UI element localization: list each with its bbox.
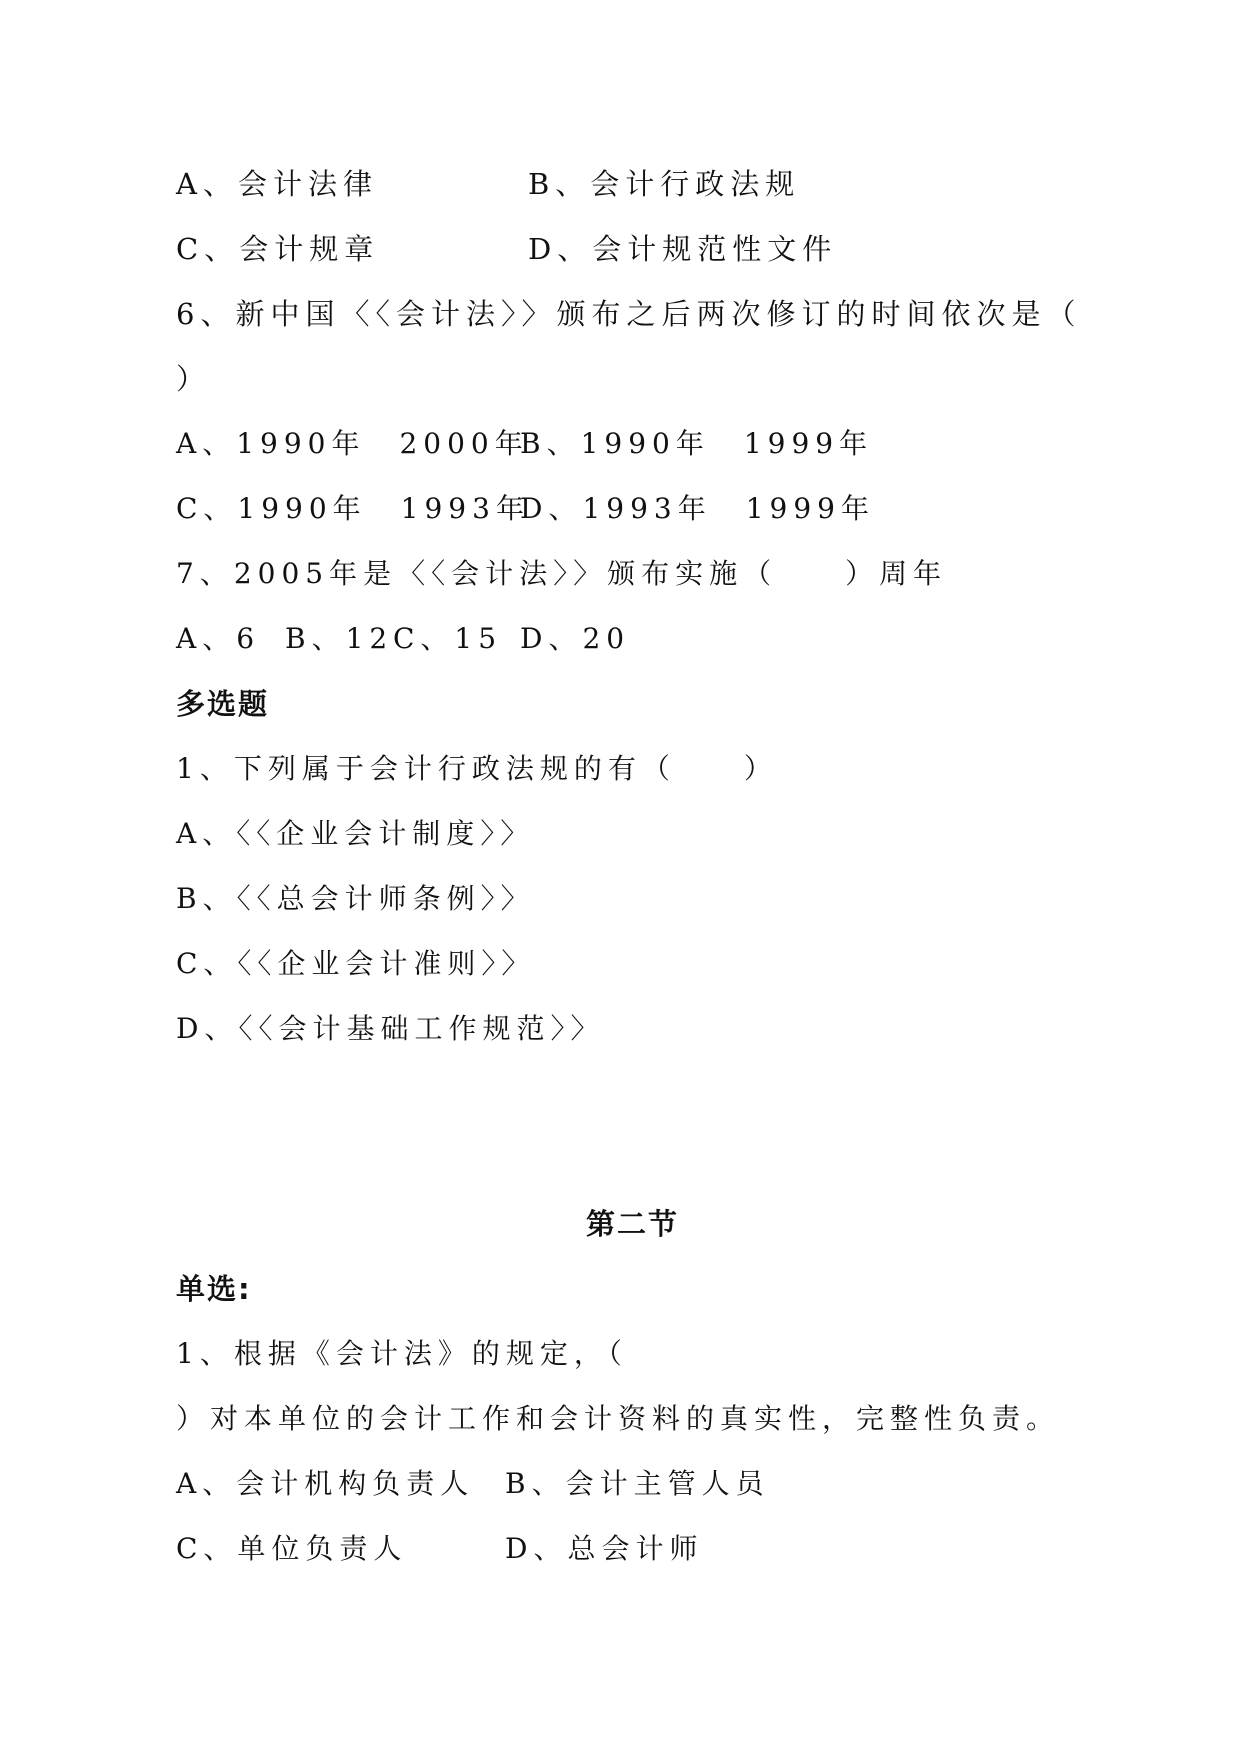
m1-option-b: B、〈〈总会计师条例〉〉 [176,882,535,915]
q7-option-b: B、12 [285,622,394,655]
q6-option-d: D、1993年 1999年 [520,492,875,525]
m1-option-d: D、〈〈会计基础工作规范〉〉 [176,1012,605,1045]
section-title: 第二节 [586,1207,680,1241]
s2q1-option-c: C、单位负责人 [176,1532,408,1565]
q5-option-d: D、会计规范性文件 [528,232,838,266]
s2q1-option-d: D、总会计师 [505,1532,704,1565]
m1-stem: 1、下列属于会计行政法规的有（ ） [176,752,778,785]
q6-stem: 6、新中国〈〈会计法〉〉颁布之后两次修订的时间依次是（ [176,297,1082,331]
q6-option-b: B、1990年 1999年 [520,427,874,460]
q5-option-b: B、会计行政法规 [528,167,801,201]
s2q1-stem-cont: ）对本单位的会计工作和会计资料的真实性，完整性负责。 [176,1402,1061,1435]
q5-option-c: C、会计规章 [176,232,380,266]
s2q1-option-b: B、会计主管人员 [505,1467,770,1500]
q6-option-a: A、1990年 2000年 [176,427,529,460]
multi-choice-heading: 多选题 [176,687,270,721]
q7-option-c: C、15 [393,622,503,655]
single-choice-heading: 单选: [176,1272,252,1306]
q6-stem-close: ） [176,362,212,396]
m1-option-a: A、〈〈企业会计制度〉〉 [176,817,535,850]
s2q1-stem: 1、根据《会计法》的规定，（ [176,1337,628,1370]
q5-option-a: A、会计法律 [176,167,378,201]
q6-option-c: C、1990年 1993年 [176,492,530,525]
q7-option-d: D、20 [520,622,631,655]
m1-option-c: C、〈〈企业会计准则〉〉 [176,947,536,980]
q7-option-a: A、6 [176,622,261,655]
q7-stem: 7、2005年是〈〈会计法〉〉颁布实施（ ）周年 [176,557,948,590]
s2q1-option-a: A、会计机构负责人 [176,1467,475,1500]
